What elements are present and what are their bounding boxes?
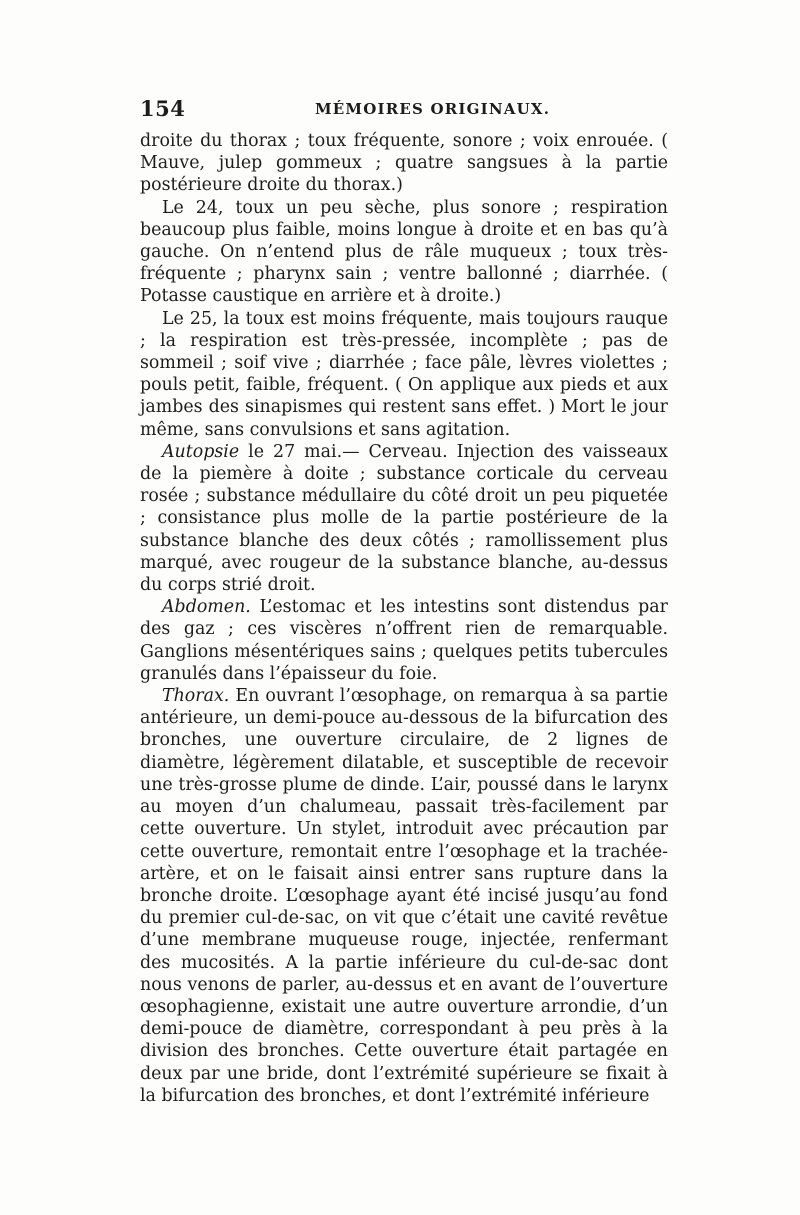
page-header — [140, 96, 680, 130]
page-number: 154 — [140, 96, 186, 121]
paragraph-continuation — [140, 130, 668, 197]
paragraph-text: L’estomac et les intestins sont distendus par des gaz ; ces viscères n’offrent rien de remarquable. Ganglions mésentériques sains ; quelques petits tubercules granulés dans l’épaisseur du foie. — [140, 597, 668, 684]
paragraph-lead: Abdomen. — [162, 597, 251, 618]
paragraph-text: Le 25, la toux est moins fréquente, mais toujours rauque ; la respiration est très-pressée, incomplète ; pas de sommeil ; soif vive ; diarrhée ; face pâle, lèvres violettes ; pouls petit, faible, fréquent. ( On applique aux pieds et aux jambes des sinapismes qui restent sans effet. ) Mort le jour même, sans convulsions et sans agitation. — [140, 308, 668, 440]
paragraph-lead: Autopsie — [162, 441, 240, 462]
body-text — [140, 130, 668, 1107]
paragraph-autopsie — [140, 441, 668, 596]
paragraph-thorax — [140, 685, 668, 1107]
paragraph-abdomen — [140, 596, 668, 685]
running-title: MÉMOIRES ORIGINAUX. — [315, 100, 551, 118]
paragraph-text: Le 24, toux un peu sèche, plus sonore ; respiration beaucoup plus faible, moins longue à droite et en bas qu’à gauche. On n’entend plus de râle muqueux ; toux très-fréquente ; pharynx sain ; ventre ballonné ; diarrhée. ( Potasse caustique en arrière et à droite.) — [140, 197, 668, 307]
paragraph-text: droite du thorax ; toux fréquente, sonore ; voix enrouée. ( Mauve, julep gommeux ; quatre sangsues à la partie postérieure droite du thorax.) — [140, 131, 668, 196]
paragraph-text: En ouvrant l’œsophage, on remarqua à sa partie antérieure, un demi-pouce au-dessous de la bifurcation des bronches, une ouverture circulaire, de 2 lignes de diamètre, légèrement dilatable, et susceptible de recevoir une très-grosse plume de dinde. L’air, poussé dans le larynx au moyen d’un chalumeau, passait très-facilement par cette ouverture. Un stylet, introduit avec précaution par cette ouverture, remontait entre l’œsophage et la trachée-artère, et on le faisait ainsi entrer sans rupture dans la bronche droite. L’œsophage ayant été incisé jusqu’au fond du premier cul-de-sac, on vit que c’était une cavité revêtue d’une membrane muqueuse rouge, injectée, renfermant des mucosités. A la partie inférieure du cul-de-sac dont nous venons de parler, au-dessus et en avant de l’ouverture œsophagienne, existait une autre ouverture arrondie, d’un demi-pouce de diamètre, correspondant à peu près à la division des bronches. Cette ouverture était partagée en deux par une bride, dont l’extrémité supérieure se fixait à la bifurcation des bronches, et dont l’extrémité inférieure — [140, 686, 668, 1106]
paragraph-day-24 — [140, 197, 668, 308]
paragraph-lead: Thorax. — [162, 686, 230, 707]
paragraph-text: le 27 mai.— Cerveau. Injection des vaisseaux de la piemère à doite ; substance corticale du cerveau rosée ; substance médullaire du côté droit un peu piquetée ; consistance plus molle de la partie postérieure de la substance blanche des deux côtés ; ramollissement plus marqué, avec rougeur de la substance blanche, au-dessus du corps strié droit. — [140, 441, 668, 596]
paragraph-day-25 — [140, 308, 668, 441]
